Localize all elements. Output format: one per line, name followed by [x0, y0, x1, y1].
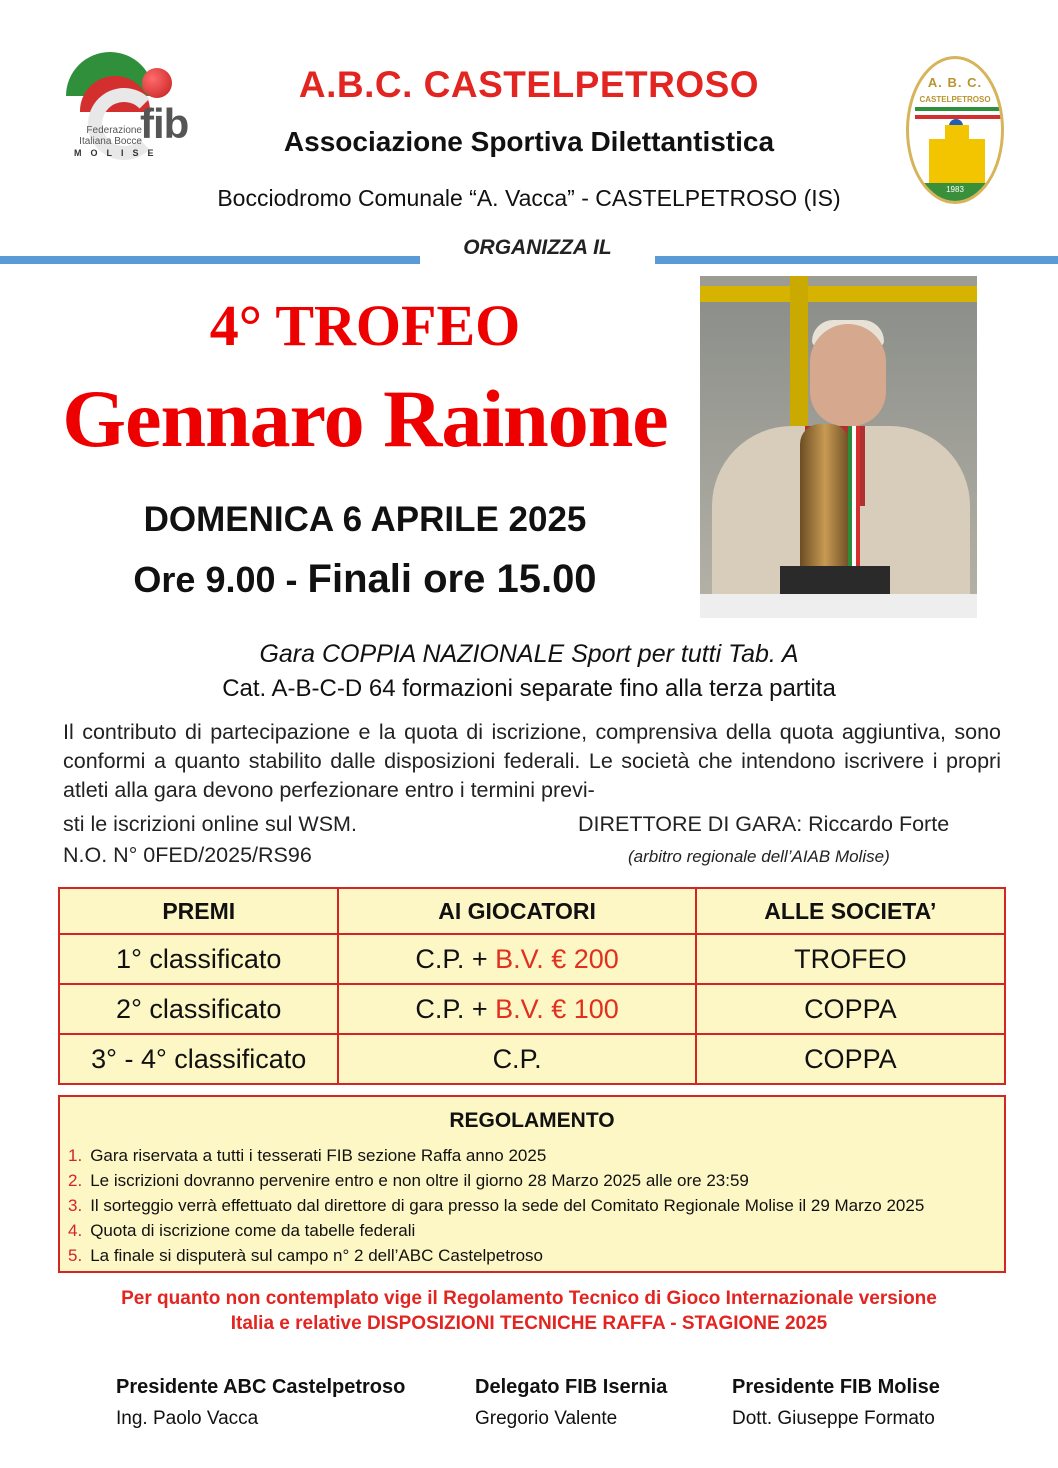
- list-item: 2. Le iscrizioni dovranno pervenire entro e non oltre il giorno 28 Marzo 2025 alle ore 23:59: [68, 1171, 749, 1190]
- divider-right: [655, 256, 1058, 264]
- trophy-name: Gennaro Rainone: [62, 373, 668, 464]
- header-prizes: PREMI: [59, 888, 338, 934]
- rules-box: [58, 1095, 1006, 1273]
- participation-paragraph-end: sti le iscrizioni online sul WSM.: [63, 812, 357, 836]
- club-name: A.B.C. CASTELPETROSO: [298, 64, 760, 105]
- abc-logo-letters: A. B. C.: [927, 75, 983, 90]
- list-item: 5. La finale si disputerà sul campo n° 2 dell’ABC Castelpetroso: [68, 1246, 544, 1265]
- club-subtitle: Associazione Sportiva Dilettantistica: [283, 126, 775, 157]
- signature-title-fib-delegate: Delegato FIB Isernia: [475, 1376, 668, 1398]
- list-item: 1. Gara riservata a tutti i tesserati FIB sezione Raffa anno 2025: [68, 1146, 547, 1165]
- rules-list: [68, 1143, 924, 1268]
- table-row: [59, 1034, 1005, 1084]
- trophy-icon: [800, 424, 850, 574]
- fib-logo-federation: Federazione Italiana Bocce: [79, 125, 142, 147]
- organizes-label: ORGANIZZA IL: [463, 236, 612, 259]
- prize-table: [58, 887, 1006, 1085]
- honoree-photo: [700, 276, 977, 618]
- start-time: Ore 9.00: [133, 559, 276, 600]
- prize-players: C.P.: [338, 1034, 695, 1084]
- signature-name-fib-president: Dott. Giuseppe Formato: [732, 1408, 935, 1429]
- list-item: 3. Il sorteggio verrà effettuato dal direttore di gara presso la sede del Comitato Regionale Molise il 29 Marzo 2025: [68, 1196, 925, 1215]
- signature-name-abc-president: Ing. Paolo Vacca: [116, 1408, 259, 1429]
- table-header-row: [59, 888, 1005, 934]
- prize-players: C.P. + B.V. € 200: [338, 934, 695, 984]
- list-item: 4. Quota di iscrizione come da tabelle federali: [68, 1221, 416, 1240]
- abc-logo-year: 1983: [946, 185, 964, 194]
- prize-players: C.P. + B.V. € 100: [338, 984, 695, 1034]
- finals-time: Finali ore 15.00: [307, 557, 597, 601]
- event-time: [60, 557, 670, 602]
- race-director: DIRETTORE DI GARA: Riccardo Forte: [578, 812, 950, 836]
- divider-left: [0, 256, 420, 264]
- prize-place: 1° classificato: [59, 934, 338, 984]
- prize-place: 3° - 4° classificato: [59, 1034, 338, 1084]
- prize-club: COPPA: [696, 1034, 1005, 1084]
- time-separator: -: [275, 559, 308, 600]
- race-director-note: (arbitro regionale dell’AIAB Molise): [628, 847, 890, 866]
- header-players: AI GIOCATORI: [338, 888, 695, 934]
- table-row: [59, 984, 1005, 1034]
- authorization-code: N.O. N° 0FED/2025/RS96: [63, 843, 312, 867]
- competition-type: Gara COPPIA NAZIONALE Sport per tutti Tab. A: [259, 640, 799, 668]
- header-clubs: ALLE SOCIETA’: [696, 888, 1005, 934]
- fib-logo-region: MOLISE: [74, 148, 163, 158]
- categories: Cat. A-B-C-D 64 formazioni separate fino alla terza partita: [222, 675, 836, 702]
- table-row: [59, 934, 1005, 984]
- prize-place: 2° classificato: [59, 984, 338, 1034]
- signature-name-fib-delegate: Gregorio Valente: [475, 1408, 618, 1429]
- event-date: DOMENICA 6 APRILE 2025: [143, 500, 587, 539]
- fib-logo-text: fib: [140, 100, 189, 147]
- rules-title: REGOLAMENTO: [449, 1109, 615, 1132]
- trophy-edition: 4° TROFEO: [209, 293, 521, 358]
- venue: Bocciodromo Comunale “A. Vacca” - CASTELPETROSO (IS): [217, 185, 841, 211]
- footer-note-line1: Per quanto non contemplato vige il Regolamento Tecnico di Gioco Internazionale versione: [121, 1288, 937, 1309]
- prize-club: COPPA: [696, 984, 1005, 1034]
- abc-logo-town: CASTELPETROSO: [919, 95, 991, 104]
- prize-club: TROFEO: [696, 934, 1005, 984]
- signature-title-abc-president: Presidente ABC Castelpetroso: [116, 1376, 406, 1398]
- signature-title-fib-president: Presidente FIB Molise: [732, 1376, 940, 1398]
- participation-paragraph: Il contributo di partecipazione e la quota di iscrizione, comprensiva della quota aggiuntiva, sono conformi a quanto stabilito dalle disposizioni federali. Le società che intendono iscrivere i propri atleti alla gara devono perfezionare entro i termini previ-: [63, 720, 1001, 802]
- footer-note-line2: Italia e relative DISPOSIZIONI TECNICHE RAFFA - STAGIONE 2025: [230, 1313, 828, 1334]
